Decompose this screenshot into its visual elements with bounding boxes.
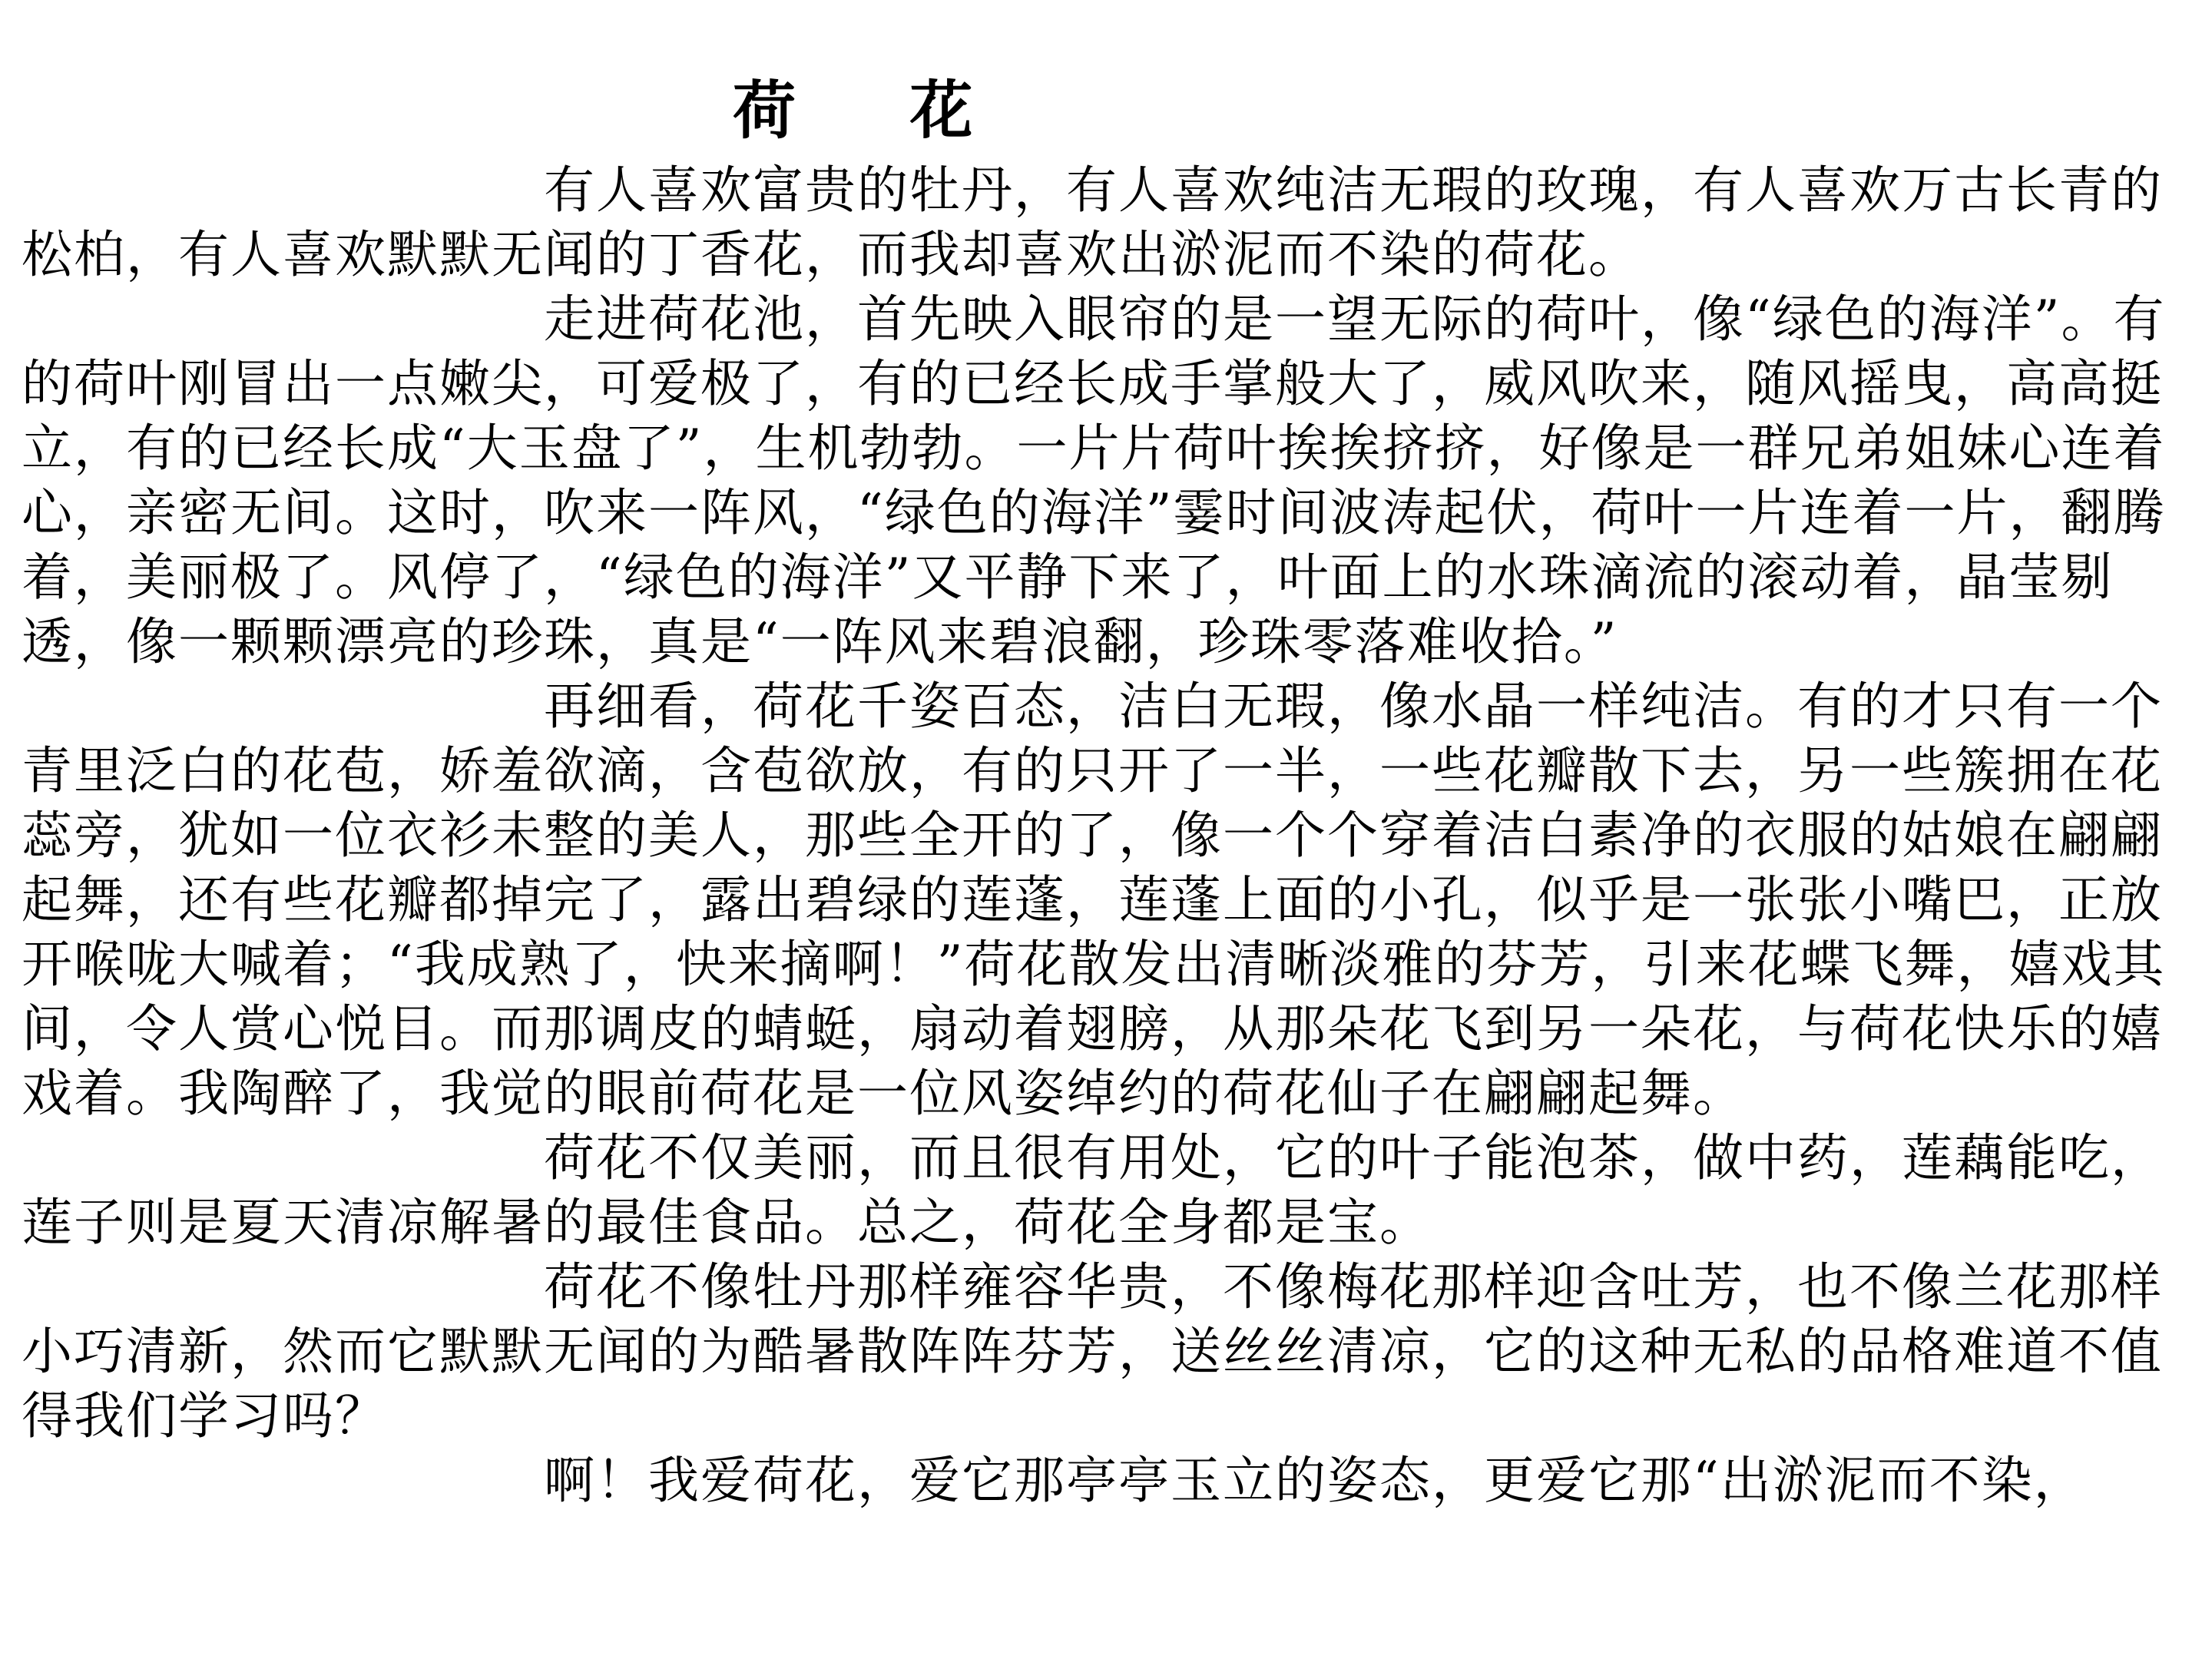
paragraph-5: 荷花不像牡丹那样雍容华贵，不像梅花那样迎含吐芳，也不像兰花那样小巧清新，然而它默默无闻的为酷暑散阵阵芬芳，送丝丝清凉，它的这种无私的品格难道不值得我们学习吗？ (22, 1257, 2163, 1445)
document-title: 荷 花 (733, 74, 1019, 147)
document-page (22, 63, 2203, 1513)
paragraph-1: 有人喜欢富贵的牡丹，有人喜欢纯洁无瑕的玫瑰，有人喜欢万古长青的松柏，有人喜欢默默无闻的丁香花，而我却喜欢出淤泥而不染的荷花。 (22, 161, 2163, 284)
paragraph-2: 走进荷花池，首先映入眼帘的是一望无际的荷叶，像“绿色的海洋”。有的荷叶刚冒出一点嫩尖，可爱极了，有的已经长成手掌般大了，威风吹来，随风摇曳，高高挺立，有的已经长成“大玉盘了”，生机勃勃。一片片荷叶挨挨挤挤，好像是一群兄弟姐妹心连着心，亲密无间。这时，吹来一阵风，“绿色的海洋”霎时间波涛起伏，荷叶一片连着一片，翻腾着，美丽极了。风停了，“绿色的海洋”又平静下来了，叶面上的水珠滴流的滚动着，晶莹剔透，像一颗颗漂亮的珍珠，真是“一阵风来碧浪翻，珍珠零落难收拾。” (22, 290, 2166, 671)
paragraph-6: 啊！我爱荷花，爱它那亭亭玉立的姿态，更爱它那“出淤泥而不染， (544, 1451, 2086, 1510)
paragraph-4: 荷花不仅美丽，而且很有用处，它的叶子能泡茶，做中药，莲藕能吃，莲子则是夏天清凉解暑的最佳食品。总之，荷花全身都是宝。 (22, 1128, 2163, 1252)
paragraph-3: 再细看，荷花千姿百态，洁白无瑕，像水晶一样纯洁。有的才只有一个青里泛白的花苞，娇羞欲滴，含苞欲放，有的只开了一半，一些花瓣散下去，另一些簇拥在花蕊旁，犹如一位衣衫未整的美人，那些全开的了，像一个个穿着洁白素净的衣服的姑娘在翩翩起舞，还有些花瓣都掉完了，露出碧绿的莲蓬，莲蓬上面的小孔，似乎是一张张小嘴巴，正放开喉咙大喊着；“我成熟了，快来摘啊！”荷花散发出清晰淡雅的芬芳，引来花蝶飞舞，嬉戏其间，令人赏心悦目。而那调皮的蜻蜓，扇动着翅膀，从那朵花飞到另一朵花，与荷花快乐的嬉戏着。我陶醉了，我觉的眼前荷花是一位风姿绰约的荷花仙子在翩翩起舞。 (22, 677, 2166, 1123)
